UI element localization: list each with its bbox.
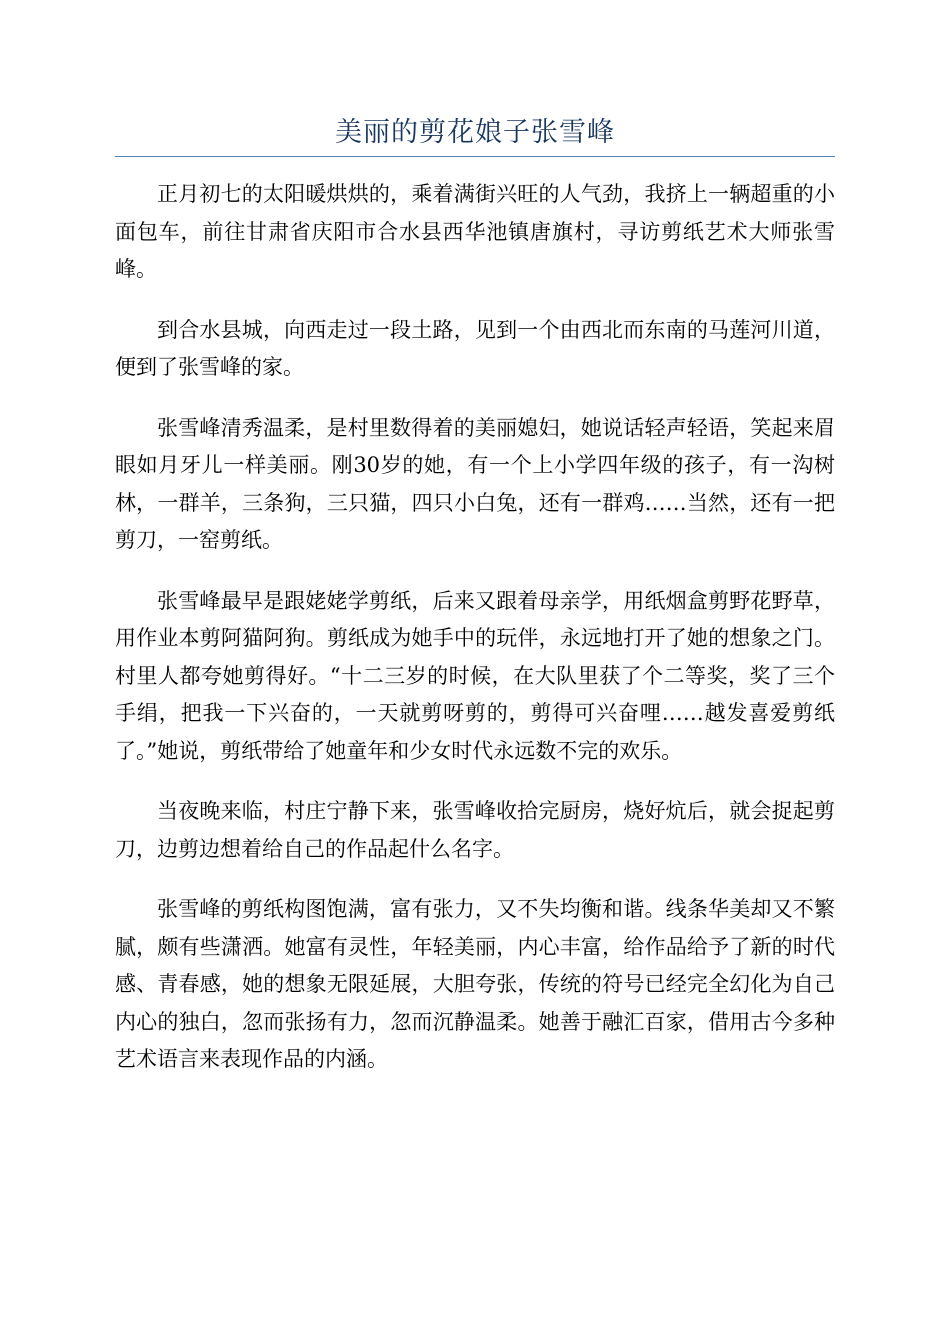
paragraph: 到合水县城，向西走过一段土路，见到一个由西北而东南的马莲河川道，便到了张雪峰的家。 — [115, 317, 835, 379]
document-title: 美丽的剪花娘子张雪峰 — [335, 117, 615, 148]
paragraph: 当夜晚来临，村庄宁静下来，张雪峰收拾完厨房，烧好炕后，就会捉起剪刀，边剪边想着给自己的作品起什么名字。 — [115, 799, 835, 861]
document-body — [115, 176, 835, 1102]
paragraph: 张雪峰最早是跟姥姥学剪纸，后来又跟着母亲学，用纸烟盒剪野花野草，用作业本剪阿猫阿狗。剪纸成为她手中的玩伴，永远地打开了她的想象之门。村里人都夸她剪得好。“十二三岁的时候，在大队里获了个二等奖，奖了三个手绢，把我一下兴奋的，一天就剪呀剪的，剪得可兴奋哩……越发喜爱剪纸了。”她说，剪纸带给了她童年和少女时代永远数不完的欢乐。 — [115, 588, 835, 763]
paragraph: 张雪峰的剪纸构图饱满，富有张力，又不失均衡和谐。线条华美却又不繁腻，颇有些潇洒。她富有灵性，年轻美丽，内心丰富，给作品给予了新的时代感、青春感，她的想象无限延展，大胆夸张，传统的符号已经完全幻化为自己内心的独白，忽而张扬有力，忽而沉静温柔。她善于融汇百家，借用古今多种艺术语言来表现作品的内涵。 — [115, 897, 835, 1071]
title-block — [115, 112, 835, 157]
paragraph: 张雪峰清秀温柔，是村里数得着的美丽媳妇，她说话轻声轻语，笑起来眉眼如月牙儿一样美丽。刚30岁的她，有一个上小学四年级的孩子，有一沟树林，一群羊，三条狗，三只猫，四只小白兔，还有一群鸡……当然，还有一把剪刀，一窑剪纸。 — [115, 415, 835, 552]
paragraph: 正月初七的太阳暖烘烘的，乘着满街兴旺的人气劲，我挤上一辆超重的小面包车，前往甘肃省庆阳市合水县西华池镇唐旗村，寻访剪纸艺术大师张雪峰。 — [115, 182, 835, 281]
